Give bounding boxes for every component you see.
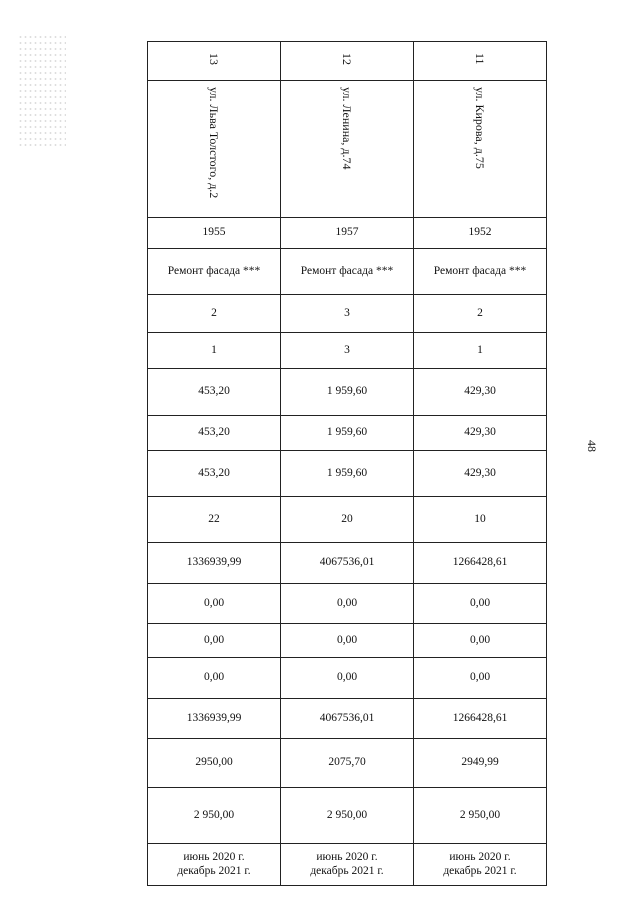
period-end: декабрь 2021 г.: [177, 864, 251, 877]
period-end: декабрь 2021 г.: [310, 864, 384, 877]
area-cell: 1 959,60: [281, 416, 414, 451]
table-row-work: [148, 249, 547, 295]
value-cell: 1: [148, 333, 281, 369]
area-cell: 429,30: [414, 416, 547, 451]
housing-repair-table: [147, 41, 547, 886]
address-cell: ул. Ленина, д.74: [340, 87, 355, 170]
value-cell: 3: [281, 295, 414, 333]
value-cell: 0,00: [148, 584, 281, 624]
cost-per-m2-cell: 2949,99: [414, 739, 547, 788]
value-cell: 0,00: [281, 584, 414, 624]
year-cell: 1957: [281, 218, 414, 249]
work-type-cell: Ремонт фасада ***: [148, 249, 281, 295]
limit-cell: 2 950,00: [281, 788, 414, 844]
value-cell: 2: [414, 295, 547, 333]
table-row: [148, 543, 547, 584]
value-cell: 3: [281, 333, 414, 369]
value-cell: 0,00: [148, 658, 281, 699]
value-cell: 1: [414, 333, 547, 369]
cost-cell: 1336939,99: [148, 543, 281, 584]
limit-cell: 2 950,00: [148, 788, 281, 844]
work-type-cell: Ремонт фасада ***: [414, 249, 547, 295]
address-cell: ул. Кирова, д.75: [473, 87, 488, 169]
value-cell: 0,00: [281, 658, 414, 699]
value-cell: 22: [148, 497, 281, 543]
period-cell: [281, 844, 414, 886]
table-row: [148, 497, 547, 543]
area-cell: 1 959,60: [281, 451, 414, 497]
cost-per-m2-cell: 2950,00: [148, 739, 281, 788]
column-number: 13: [207, 52, 222, 65]
area-cell: 1 959,60: [281, 369, 414, 416]
scan-artifact: [18, 34, 66, 146]
value-cell: 20: [281, 497, 414, 543]
cost-cell: 4067536,01: [281, 543, 414, 584]
year-cell: 1955: [148, 218, 281, 249]
area-cell: 429,30: [414, 369, 547, 416]
table-row: [148, 788, 547, 844]
column-number: 11: [473, 52, 488, 65]
area-cell: 453,20: [148, 416, 281, 451]
table-row: [148, 416, 547, 451]
period-start: июнь 2020 г.: [449, 850, 511, 863]
table-row: [148, 699, 547, 739]
cost-cell: 4067536,01: [281, 699, 414, 739]
table-row: [148, 295, 547, 333]
period-start: июнь 2020 г.: [183, 850, 245, 863]
period-start: июнь 2020 г.: [316, 850, 378, 863]
year-cell: 1952: [414, 218, 547, 249]
period-cell: [414, 844, 547, 886]
cost-cell: 1266428,61: [414, 699, 547, 739]
period-cell: [148, 844, 281, 886]
table-row: [148, 739, 547, 788]
period-end: декабрь 2021 г.: [443, 864, 517, 877]
table-row: [148, 333, 547, 369]
address-cell: ул. Льва Толстого, д.2: [207, 87, 222, 199]
value-cell: 0,00: [414, 584, 547, 624]
table-row: [148, 584, 547, 624]
table-row: [148, 658, 547, 699]
cost-cell: 1266428,61: [414, 543, 547, 584]
cost-per-m2-cell: 2075,70: [281, 739, 414, 788]
value-cell: 0,00: [148, 624, 281, 658]
value-cell: 10: [414, 497, 547, 543]
column-number: 12: [340, 52, 355, 65]
table-row-year: [148, 218, 547, 249]
table-row: [148, 451, 547, 497]
limit-cell: 2 950,00: [414, 788, 547, 844]
cost-cell: 1336939,99: [148, 699, 281, 739]
table-row: [148, 369, 547, 416]
area-cell: 453,20: [148, 369, 281, 416]
page-number: 48: [585, 440, 599, 452]
table-row-address: [148, 81, 547, 218]
table-row: [148, 624, 547, 658]
area-cell: 453,20: [148, 451, 281, 497]
table-row-number: [148, 42, 547, 81]
table-row-period: [148, 844, 547, 886]
area-cell: 429,30: [414, 451, 547, 497]
work-type-cell: Ремонт фасада ***: [281, 249, 414, 295]
value-cell: 0,00: [414, 624, 547, 658]
value-cell: 2: [148, 295, 281, 333]
value-cell: 0,00: [281, 624, 414, 658]
value-cell: 0,00: [414, 658, 547, 699]
